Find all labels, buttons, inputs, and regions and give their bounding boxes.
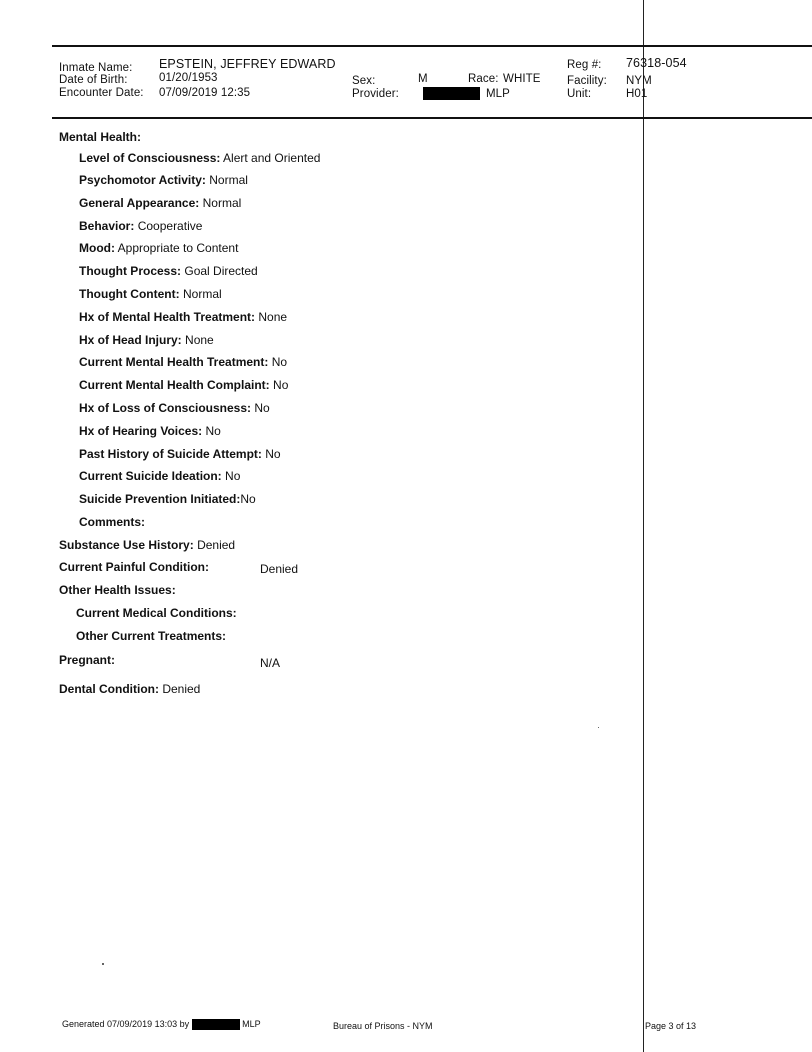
mh-item-value: Cooperative [137, 219, 203, 233]
footer-generated-prefix: Generated 07/09/2019 13:03 by [62, 1019, 190, 1029]
pregnant-label: Pregnant: [59, 653, 116, 667]
unit-value: H01 [626, 88, 648, 100]
dental-value: Denied [162, 682, 201, 696]
mh-item [79, 196, 241, 210]
mh-item-value: No [240, 492, 256, 506]
reg-value: 76318-054 [626, 56, 687, 70]
mh-item-value: Alert and Oriented [223, 151, 321, 165]
mh-item-label: Behavior: [79, 219, 135, 233]
mental-health-title: Mental Health: [59, 130, 142, 144]
mh-item [79, 241, 238, 255]
painful-condition-value: Denied [260, 562, 299, 576]
footer-agency: Bureau of Prisons - NYM [333, 1021, 433, 1031]
mh-item-label: Hx of Loss of Consciousness: [79, 401, 252, 415]
mh-item-label: Level of Consciousness: [79, 151, 221, 165]
mh-item [79, 151, 320, 165]
mh-item [79, 355, 287, 369]
facility-label: Facility: [567, 75, 607, 87]
current-medical-conditions-label: Current Medical Conditions: [76, 606, 237, 620]
provider-redaction [423, 87, 480, 100]
mh-item-value: Goal Directed [184, 264, 258, 278]
facility-value: NYM [626, 75, 652, 87]
sex-label: Sex: [352, 75, 376, 87]
mh-item-value: None [185, 333, 214, 347]
mh-item-label: Past History of Suicide Attempt: [79, 447, 262, 461]
provider-label: Provider: [352, 88, 399, 100]
mh-item [79, 469, 240, 483]
mh-item-value: No [265, 447, 281, 461]
mh-item [79, 287, 222, 301]
inmate-name-value: EPSTEIN, JEFFREY EDWARD [159, 57, 336, 71]
mh-item-value: Normal [182, 287, 222, 301]
footer-redaction [192, 1019, 240, 1030]
scan-speck [102, 963, 104, 965]
sex-value: M [418, 73, 428, 85]
mh-item-label: Hx of Head Injury: [79, 333, 182, 347]
mh-item-value: Appropriate to Content [117, 241, 239, 255]
mh-item-value: Normal [209, 173, 248, 187]
mh-item-label: Hx of Hearing Voices: [79, 424, 203, 438]
substance-use-label: Substance Use History: [59, 538, 194, 552]
mh-item-label: Thought Process: [79, 264, 182, 278]
encounter-date-label: Encounter Date: [59, 87, 144, 99]
race-value: WHITE [503, 73, 541, 85]
race-label: Race: [468, 73, 499, 85]
mh-item-label: Thought Content: [79, 287, 180, 301]
mh-item-label: Mood: [79, 241, 115, 255]
pregnant-value: N/A [260, 656, 281, 670]
header-top-rule [52, 45, 812, 47]
dental-row [59, 682, 200, 696]
mh-item-value: None [258, 310, 288, 324]
dob-value: 01/20/1953 [159, 72, 218, 84]
mh-item-value: No [254, 401, 270, 415]
mh-item [79, 333, 214, 347]
dental-label: Dental Condition: [59, 682, 159, 696]
encounter-date-value: 07/09/2019 12:35 [159, 87, 251, 99]
mh-item-value: Normal [202, 196, 242, 210]
mh-item-label: General Appearance: [79, 196, 200, 210]
mh-item-value: No [271, 355, 288, 369]
header-bottom-rule [52, 117, 812, 119]
substance-use-value: Denied [197, 538, 236, 552]
provider-suffix: MLP [486, 88, 510, 100]
mh-item-label: Psychomotor Activity: [79, 173, 206, 187]
mh-item-label: Current Suicide Ideation: [79, 469, 222, 483]
mh-item [79, 219, 202, 233]
mh-item-label: Comments: [79, 515, 146, 529]
mh-item [79, 173, 248, 187]
other-current-treatments-label: Other Current Treatments: [76, 629, 227, 643]
mh-item [79, 310, 287, 324]
footer-page-number: Page 3 of 13 [645, 1021, 697, 1031]
scan-speck [598, 727, 599, 728]
inmate-name-label: Inmate Name: [59, 62, 133, 74]
footer-generated-suffix: MLP [242, 1019, 261, 1029]
mh-item [79, 264, 258, 278]
mh-item [79, 378, 288, 392]
mh-item-label: Current Mental Health Complaint: [79, 378, 270, 392]
mh-item-value: No [225, 469, 241, 483]
mh-item [79, 424, 221, 438]
mh-item [79, 515, 145, 529]
mh-item [79, 401, 270, 415]
painful-condition-label: Current Painful Condition: [59, 560, 209, 574]
unit-label: Unit: [567, 88, 592, 100]
footer-generated [62, 1019, 261, 1030]
reg-label: Reg #: [567, 59, 602, 71]
mh-item-value: No [273, 378, 289, 392]
mh-item [79, 492, 256, 506]
dob-label: Date of Birth: [59, 74, 128, 86]
mh-item [79, 447, 281, 461]
other-health-label: Other Health Issues: [59, 583, 176, 597]
mh-item-label: Hx of Mental Health Treatment: [79, 310, 256, 324]
scan-vertical-line [643, 0, 644, 1052]
mh-item-label: Suicide Prevention Initiated: [79, 492, 241, 506]
mh-item-value: No [205, 424, 221, 438]
substance-use-row [59, 538, 235, 552]
mh-item-label: Current Mental Health Treatment: [79, 355, 269, 369]
